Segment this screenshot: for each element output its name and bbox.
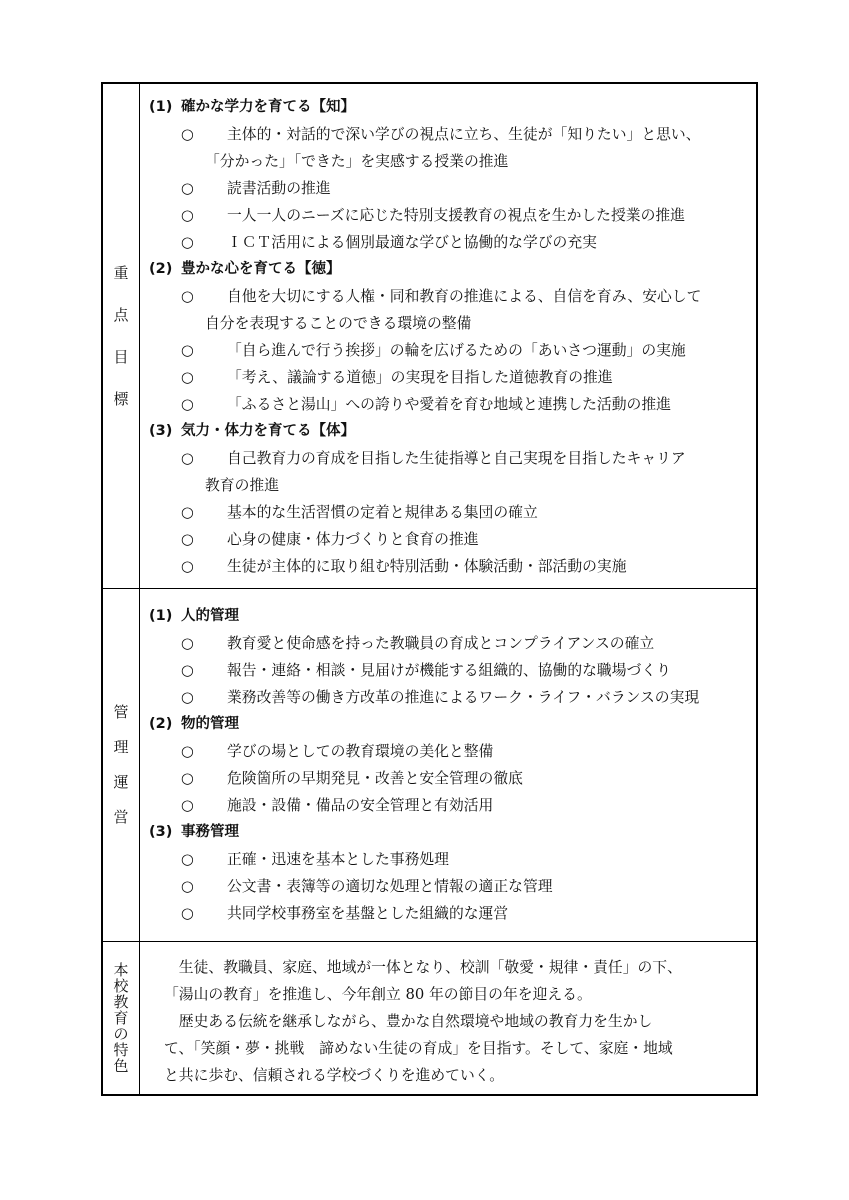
section-label xyxy=(103,942,140,1094)
section-school-features xyxy=(103,941,756,1094)
list-item: ○ 業務改善等の働き方改革の推進によるワーク・ライフ・バランスの実現 xyxy=(181,689,700,706)
section-content xyxy=(140,942,756,1094)
list-item: ○ 自己教育力の育成を目指した生徒指導と自己実現を目指したキャリア xyxy=(181,450,686,467)
label-char: 点 xyxy=(113,305,129,324)
label-char: 標 xyxy=(113,389,129,408)
list-item: ○ 一人一人のニーズに応じた特別支援教育の視点を生かした授業の推進 xyxy=(181,207,685,224)
group-heading: (2) 物的管理 xyxy=(149,716,239,732)
group-heading: (1) 人的管理 xyxy=(149,608,239,624)
list-item: ○ 「自ら進んで行う挨拶」の輪を広げるための「あいさつ運動」の実施 xyxy=(181,342,686,359)
paragraph-line: と共に歩む、信頼される学校づくりを進めていく。 xyxy=(164,1067,505,1084)
list-item: ○ 読書活動の推進 xyxy=(181,180,331,197)
list-item: ○ 教育愛と使命感を持った教職員の育成とコンプライアンスの確立 xyxy=(181,635,655,652)
list-item: ○ 基本的な生活習慣の定着と規律ある集団の確立 xyxy=(181,504,538,521)
list-item: ○ 危険箇所の早期発見・改善と安全管理の徹底 xyxy=(181,770,523,787)
list-item: ○ 正確・迅速を基本とした事務処理 xyxy=(181,851,449,868)
list-item: ○ 公文書・表簿等の適切な処理と情報の適正な管理 xyxy=(181,878,553,895)
list-item: ○ 報告・連絡・相談・見届けが機能する組織的、協働的な職場づくり xyxy=(181,662,671,679)
policy-table xyxy=(101,82,758,1096)
list-item-continuation: 教育の推進 xyxy=(205,477,279,494)
list-item-continuation: 自分を表現することのできる環境の整備 xyxy=(205,315,472,332)
list-item-continuation: 「分かった」「できた」を実感する授業の推進 xyxy=(205,153,509,170)
group-heading: (3) 気力・体力を育てる【体】 xyxy=(149,423,355,439)
label-char: 運 xyxy=(113,773,129,791)
section-priority-goals xyxy=(103,84,756,588)
group-heading: (3) 事務管理 xyxy=(149,824,239,840)
list-item: ○ 主体的・対話的で深い学びの視点に立ち、生徒が「知りたい」と思い、 xyxy=(181,126,701,143)
label-char: 重 xyxy=(113,263,129,282)
section-content xyxy=(140,84,756,588)
label-char: 校 xyxy=(113,976,129,995)
section-content xyxy=(140,589,756,941)
list-item: ○ 自他を大切にする人権・同和教育の推進による、自信を育み、安心して xyxy=(181,288,702,305)
label-char: の xyxy=(113,1024,129,1043)
label-char: 営 xyxy=(113,808,129,826)
list-item: ○ ＩＣＴ活用による個別最適な学びと協働的な学びの充実 xyxy=(181,234,597,251)
section-label xyxy=(103,84,140,588)
label-char: 教 xyxy=(113,992,129,1011)
section-label xyxy=(103,589,140,941)
label-char: 管 xyxy=(113,703,129,721)
label-char: 本 xyxy=(113,960,129,979)
list-item: ○ 生徒が主体的に取り組む特別活動・体験活動・部活動の実施 xyxy=(181,558,627,575)
label-char: 目 xyxy=(113,347,129,366)
label-char: 色 xyxy=(113,1056,129,1075)
paragraph-line: て、「笑顔・夢・挑戦 諦めない生徒の育成」を目指す。そして、家庭・地域 xyxy=(164,1040,673,1057)
list-item: ○ 施設・設備・備品の安全管理と有効活用 xyxy=(181,797,494,814)
label-char: 特 xyxy=(113,1040,129,1059)
list-item: ○ 「考え、議論する道徳」の実現を目指した道徳教育の推進 xyxy=(181,369,613,386)
list-item: ○ 学びの場としての教育環境の美化と整備 xyxy=(181,743,494,760)
paragraph-line: 生徒、教職員、家庭、地域が一体となり、校訓「敬愛・規律・責任」の下、 xyxy=(164,959,682,976)
group-heading: (1) 確かな学力を育てる【知】 xyxy=(149,99,355,115)
group-heading: (2) 豊かな心を育てる【徳】 xyxy=(149,261,341,277)
list-item: ○ 心身の健康・体力づくりと食育の推進 xyxy=(181,531,479,548)
list-item: ○ 「ふるさと湯山」への誇りや愛着を育む地域と連携した活動の推進 xyxy=(181,396,671,413)
paragraph-line: 「湯山の教育」を推進し、今年創立 80 年の節目の年を迎える。 xyxy=(164,986,592,1003)
label-char: 育 xyxy=(113,1008,129,1027)
paragraph-line: 歴史ある伝統を継承しながら、豊かな自然環境や地域の教育力を生かし xyxy=(164,1013,653,1030)
list-item: ○ 共同学校事務室を基盤とした組織的な運営 xyxy=(181,905,509,922)
label-char: 理 xyxy=(113,738,129,756)
section-management xyxy=(103,588,756,941)
